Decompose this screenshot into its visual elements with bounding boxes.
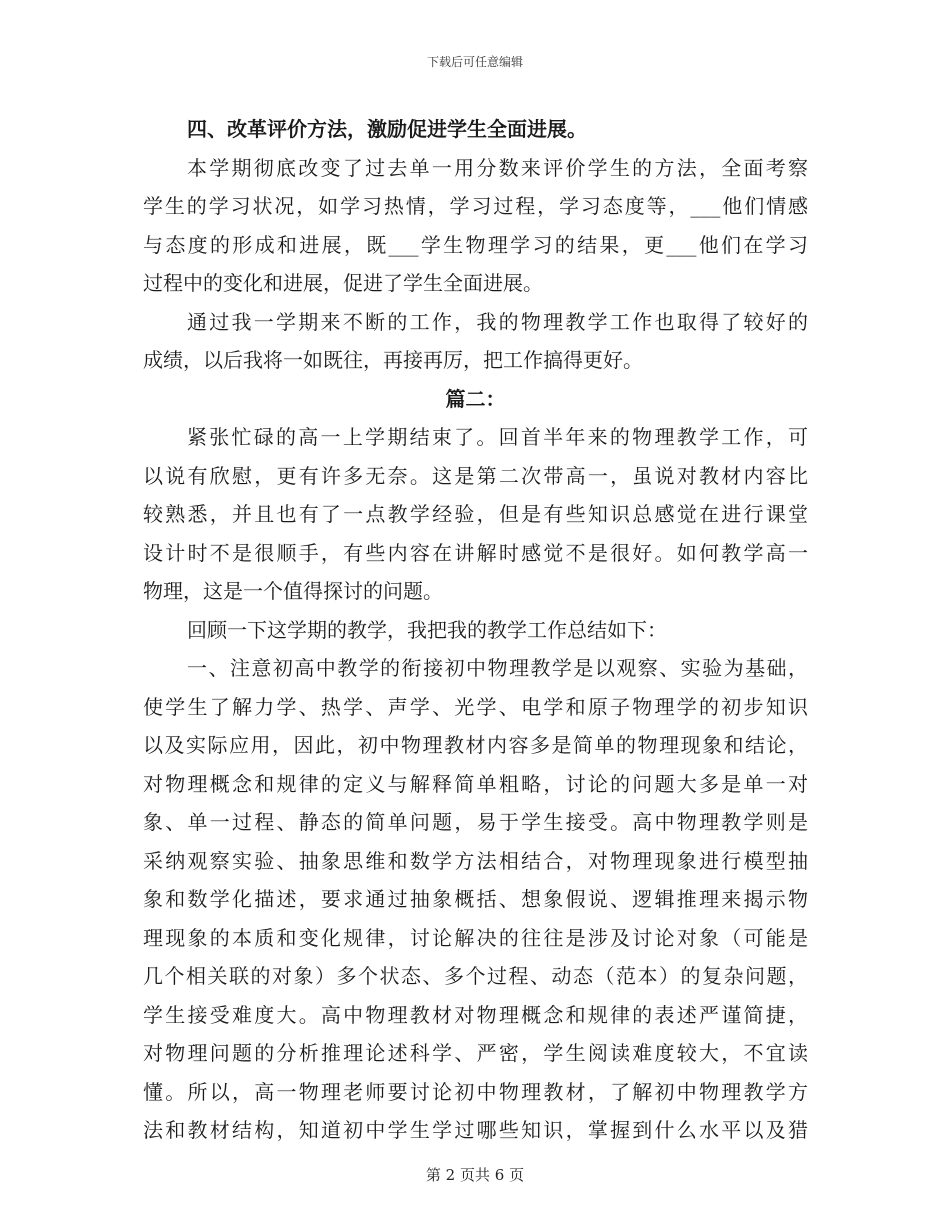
paragraph-line: 过程中的变化和进展，促进了学生全面进展。 xyxy=(143,271,543,295)
paragraph-line: 本学期彻底改变了过去单一用分数来评价学生的方法，全面考察 xyxy=(187,155,808,180)
paragraph-line: 法和教材结构，知道初中学生学过哪些知识，掌握到什么水平以及猎 xyxy=(143,1118,808,1142)
document-body xyxy=(143,110,808,1150)
paragraph-line: 对物理问题的分析推理论述科学、严密，学生阅读难度较大，不宜读 xyxy=(143,1041,808,1065)
paragraph-line: 使学生了解力学、热学、声学、光学、电学和原子物理学的初步知识 xyxy=(143,694,808,719)
paragraph-line: 通过我一学期来不断的工作，我的物理教学工作也取得了较好的 xyxy=(187,309,808,334)
paragraph-line: 回顾一下这学期的教学，我把我的教学工作总结如下： xyxy=(187,617,667,642)
paragraph-line: 较熟悉，并且也有了一点教学经验，但是有些知识总感觉在进行课堂 xyxy=(143,502,808,526)
header-note: 下载后可任意编辑 xyxy=(426,55,523,69)
paragraph-line: 象和数学化描述，要求通过抽象概括、想象假说、逻辑推理来揭示物 xyxy=(143,887,808,911)
paragraph-line: 设计时不是很顺手，有些内容在讲解时感觉不是很好。如何教学高一 xyxy=(143,540,808,565)
paragraph-line: 成绩，以后我将一如既往，再接再厉，把工作搞得更好。 xyxy=(143,348,643,372)
page-number: 第 2 页共 6 页 xyxy=(425,1166,525,1184)
paragraph-line: 一、注意初高中教学的衔接初中物理教学是以观察、实验为基础， xyxy=(187,656,808,680)
paragraph-line: 以说有欣慰，更有许多无奈。这是第二次带高一，虽说对教材内容比 xyxy=(143,463,808,488)
paragraph-line: 学生接受难度大。高中物理教材对物理概念和规律的表述严谨简捷， xyxy=(143,1002,808,1027)
part-heading: 篇二： xyxy=(445,386,506,411)
paragraph-line: 懂。所以，高一物理老师要讨论初中物理教材，了解初中物理教学方 xyxy=(143,1079,808,1104)
paragraph-line: 与态度的形成和进展，既___学生物理学习的结果，更___他们在学习 xyxy=(143,232,808,257)
paragraph-line: 理现象的本质和变化规律，讨论解决的往往是涉及讨论对象（可能是 xyxy=(143,925,808,950)
paragraph-line: 几个相关联的对象）多个状态、多个过程、动态（范本）的复杂问题， xyxy=(143,964,808,988)
paragraph-line: 象、单一过程、静态的简单问题，易于学生接受。高中物理教学则是 xyxy=(143,810,808,834)
section-heading: 四、改革评价方法，激励促进学生全面进展。 xyxy=(187,117,587,141)
paragraph-line: 采纳观察实验、抽象思维和数学方法相结合，对物理现象进行模型抽 xyxy=(143,848,808,873)
paragraph-line: 物理，这是一个值得探讨的问题。 xyxy=(143,579,443,603)
paragraph-line: 对物理概念和规律的定义与解释简单粗略，讨论的问题大多是单一对 xyxy=(143,771,808,796)
paragraph-line: 学生的学习状况，如学习热情，学习过程，学习态度等，___他们情感 xyxy=(143,194,808,218)
paragraph-line: 紧张忙碌的高一上学期结束了。回首半年来的物理教学工作，可 xyxy=(187,425,808,449)
paragraph-line: 以及实际应用，因此，初中物理教材内容多是简单的物理现象和结论， xyxy=(143,733,808,757)
